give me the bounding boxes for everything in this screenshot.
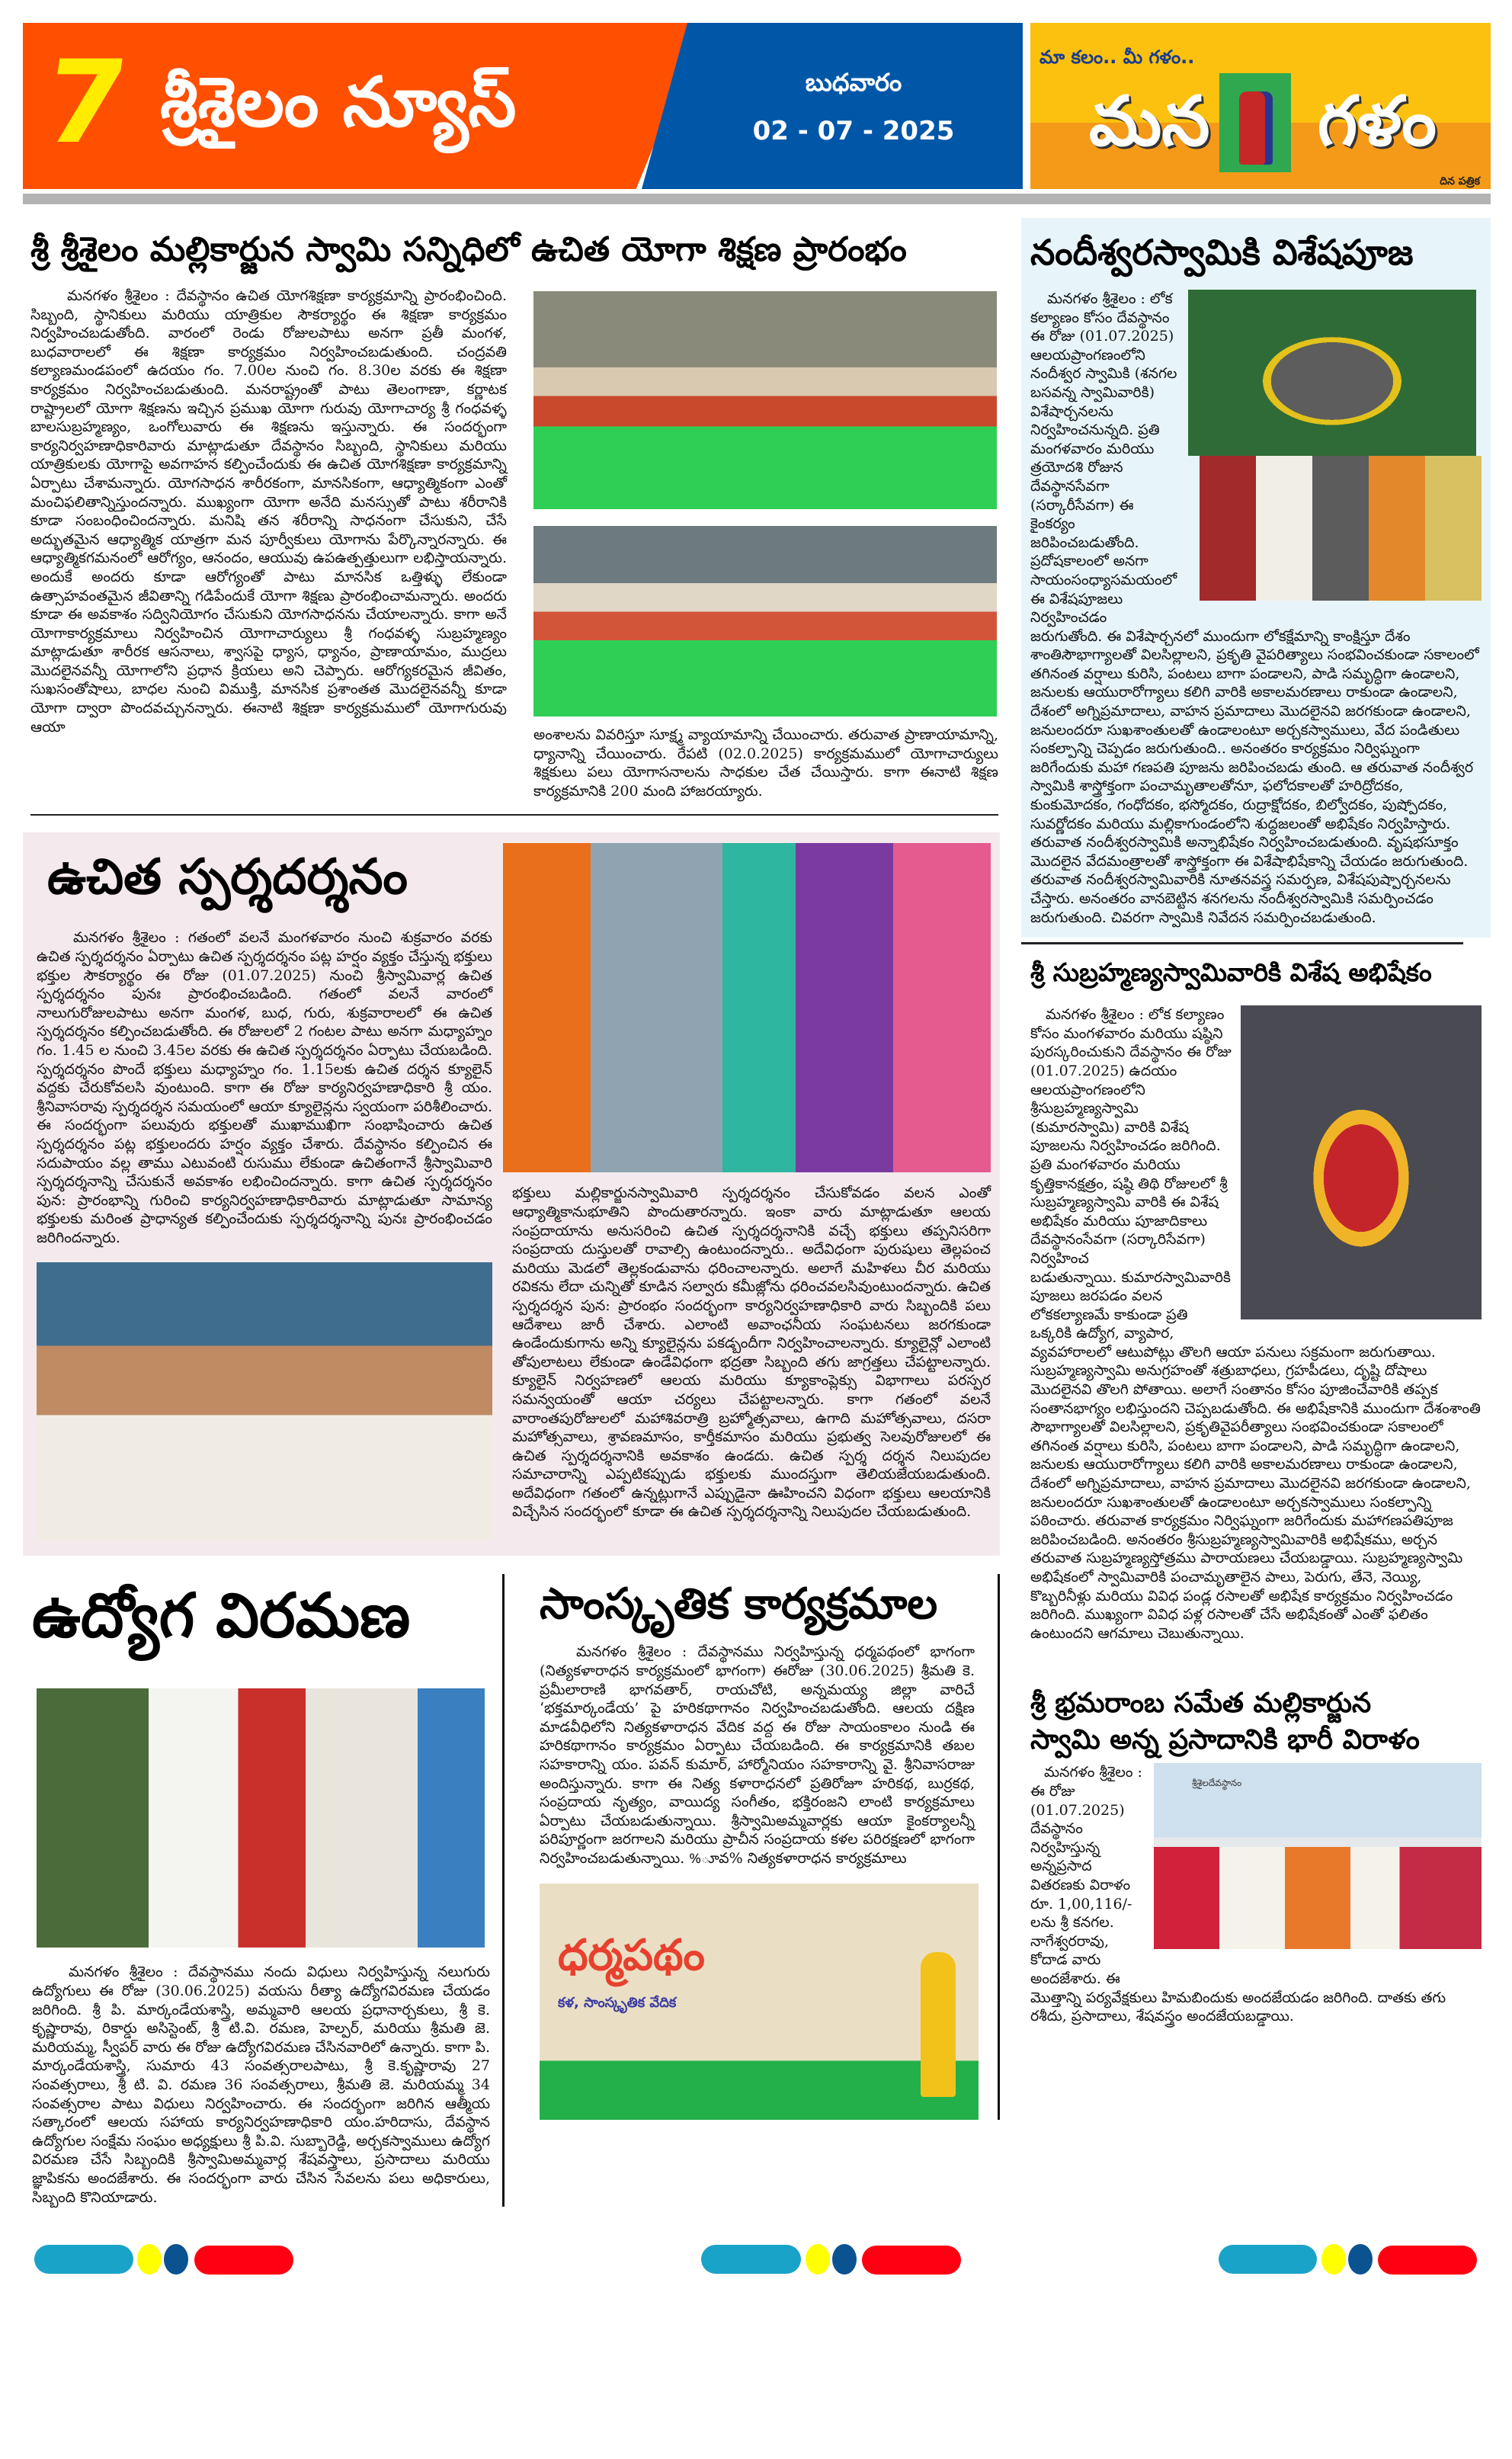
subrahmanya-body-wide: బడుతున్నాయి. కుమారస్వామివారికి పూజలు జరపడం వలన లోకకల్యాణమే కాకుండా ప్రతి ఒక్కరికి ఉద్యోగ, వ్యాపార, వ్యవహారాలలో ఆటుపోట్లు తొలగి ఆయా పనులు సక్రమంగా జరుగుతాయి. సుబ్రహ్మణ్యస్వామి అనుగ్రహంతో శత్రుబాధలు, గ్రహపీడలు, దృష్టి దోషాలు మొదలైనవి తొలగి పోతాయి. అలాగే సంతానం కోసం పూజించేవారికి తప్పక సంతానభాగ్యం లభిస్తుందని చెప్పబడుతోంది. ఈ అభిషేకానికి ముందుగా దేశంశాంతి సౌభాగ్యాలతో విలసిల్లాలని, ప్రకృతివైపరీత్యాలు సంభవించకుండా సకాలంలో తగినంత వర్షాలు కురిసి, పంటలు బాగా పండాలని, పాడి సమృద్ధిగా ఉండాలని, జనులకు ఆయురారోగ్యాలు కలిగి వారికి అకాలమరణాలు రాకుండా ఉండాలని, దేశంలో అగ్నిప్రమాదాలు, వాహన ప్రమాదాలు మొదలైనవి జరగకుండా ఉండాలని, జనులందరూ సుఖశాంతులతో ఉండాలంటూ అర్చకస్వాములు సంకల్పాన్ని పఠించారు. తరువాత కార్యక్రమం నిర్విఘ్నంగా జరిగేందుకు మహాగణపతిపూజ జరిపించబడింది. అనంతరం శ్రీసుబ్రహ్మణ్యస్వామివారికి అభిషేకము, అర్చన తరువాత సుబ్రహ్మణ్యస్తోత్రము పారాయణలు చేయబడ్డాయి. సుబ్రహ్మణ్యస్వామి అభిషేకంలో స్వామివారికి పంచామృతాలైన పాలు, పెరుగు, తేనె, నెయ్యి, కొబ్బరినీళ్లు మరియు వివిధ పండ్ల రసాలతో అభిషేక కార్యక్రమం నిర్వహించడం జరిగింది. ముఖ్యంగా వివిధ పళ్ల రసాలతో చేసే అభిషేకంతో ఎంతో ఫలితం ఉంటుందని ఆగమాలు చెబుతున్నాయి. (1030, 1268, 1481, 1642)
stage-banner-title: ధర్మపథం (558, 1930, 705, 1980)
harikatha-stage-photo (540, 1884, 979, 2120)
masthead (23, 23, 1491, 189)
annaprasadam-headline-line1: శ్రీ భ్రమరాంబ సమేత మల్లికార్జున (1030, 1688, 1372, 1720)
nandi-photos (1188, 290, 1482, 601)
singer-figure (921, 1952, 956, 2097)
red-pill (1378, 2246, 1477, 2275)
donor-group (1154, 1847, 1482, 1949)
logo-name: మన గళం (1089, 82, 1437, 162)
page-body (23, 218, 1491, 2298)
sparsha-section (23, 832, 1000, 1556)
retirement-article (23, 1574, 505, 2207)
sparsha-left-column (37, 843, 492, 1540)
sparsha-devotees-photo (503, 843, 991, 1172)
sparsha-body-right: భక్తులు మల్లికార్జునస్వామివారి స్పర్శదర్శనం చేసుకోవడం వలన ఎంతో ఆధ్యాత్మికానుభూతిని పొందుతారన్నారు. ఇంకా వారు మాట్లాడుతూ ఆలయ సంప్రదాయాను అనుసరించి ఉచిత స్పర్శదర్శనానికి వచ్చే భక్తులు తప్పనిసరిగా సంప్రదాయ దుస్తులతో రావాల్సి ఉంటుందన్నారు.. అదేవిధంగా పురుషులు తెల్లపంచ మరియు మెడలో తెల్లకండువాను ధరించాలన్నారు. అలాగే మహిళలు చీర మరియు రవికను లేదా చున్నితో కూడిన సల్వారు కమీజ్లోను ధరించవలసివుంటుందన్నారు. ఉచిత స్పర్శదర్శన పున: ప్రారంభం సందర్భంగా కార్యనిర్వహణాధికారి వారు సిబ్బందికి పలు ఆదేశాలు జారీ చేశారు. ఎలాంటి అవాంఛనీయ సంఘటనలు జరగకుండా ఉండేందుకుగాను అన్ని క్యూలైన్లను పకడ్బందీగా నిర్వహించాలన్నారు. క్యూలైన్లో ఎలాంటి తోపులాటలు లేకుండా ఉండేవిధంగా భద్రతా సిబ్బంది తగు జాగ్రత్తలు చేపట్టాలన్నారు. క్యూలైన్ నిర్వహణలో ఆలయ మరియు క్యూకాంప్లెక్సు విభాగాలు పరస్పర సమన్వయంతో ఆయా చర్యలు చేపట్టాలన్నారు. కాగా గతంలో వలనే వారాంతపురోజులలో మహాశివరాత్రి బ్రహ్మోత్సవాలు, ఉగాది మహోత్సవాలు, దసరా మహోత్సవాలు, శ్రావణమాసం, కార్తీకమాసం మరియు ప్రభుత్వ సెలవురోజులలో ఈ ఉచిత స్పర్శదర్శనానికి అవకాశం ఉండదు. ఉచిత స్పర్శ దర్శన నిలుపుదల సమాచారాన్ని ఎప్పటికప్పుడు భక్తులకు ముందస్తుగా తెలియజేయబడుతుంది. అదేవిధంగా గతంలో ఉన్నట్లుగానే ఎప్పుడైనా ఊహించని విధంగా భక్తులు ఆలయానికి విచ్చేసిన సందర్భంలో కూడా ఈ ఉచిత స్పర్శదర్శనాన్ని నిలుపుదల చేయబడుతుంది. (512, 1185, 991, 1521)
yoga-headline: శ్రీ శ్రీశైలం మల్లికార్జున స్వామి సన్నిధిలో ఉచిత యోగా శిక్షణ ప్రారంభం (30, 230, 907, 269)
sparsha-headline: ఉచిత స్పర్శదర్శనం (47, 849, 408, 906)
donor-photo (1154, 1763, 1482, 1949)
yoga-hall-photo-2 (533, 526, 997, 717)
sparsha-right-column (503, 843, 991, 1521)
cultural-headline: సాంస్కృతిక కార్యక్రమాల (540, 1579, 938, 1630)
right-column (1021, 218, 1491, 2037)
subrahmanya-headline: శ్రీ సుబ్రహ్మణ్యస్వామివారికి విశేష అభిషేకం (1030, 957, 1432, 988)
masthead-rule (23, 194, 1491, 204)
section-title: శ్రీశైలం న్యూస్ (160, 63, 517, 143)
nandi-puja-photo (1200, 456, 1482, 601)
annaprasadam-body-wide: మొత్తాన్ని పర్యవేక్షకులు హిమబిందుకు అందజేయడం జరిగింది. దాతకు తగు రశీదు, ప్రసాదాలు, శేషవస్త్రం అందజేయబడ్డాయి. (1030, 1989, 1446, 2025)
issue-date: 02 - 07 - 2025 (752, 116, 955, 146)
yoga-hall-photo-1 (533, 291, 997, 509)
page-number: 7 (36, 37, 135, 169)
blue-dot (164, 2244, 188, 2275)
yoga-body-right: అంశాలను వివరిస్తూ సూక్ష్మ వ్యాయామాన్ని చేయించారు. తరువాత ప్రాణాయామాన్ని, ధ్యానాన్ని చేయించారు. రేపటి (02.0.2025) కార్యక్రమములో యోగాచార్యులు శిక్షకులు పలు యోగాసనాలను సాధకుల చేత చేయిస్తారు. కాగా ఈనాటి శిక్షణ కార్యక్రమానికి 200 మంది హాజరయ్యారు. (533, 726, 998, 800)
retirement-felicitation-photo (37, 1688, 485, 1948)
date-panel (642, 23, 1023, 189)
nandi-body-narrow: మనగళం శ్రీశైలం : లోక కల్యాణం కోసం దేవస్థానం ఈ రోజు (01.07.2025) ఆలయప్రాంగణంలోని నందీశ్వర స్వామికి (శనగల బసవన్న స్వామివారికి) విశేషార్చనలను నిర్వహించనున్నది. ప్రతి మంగళవారం మరియు త్రయోదశి రోజున దేవస్థానసేవగా (సర్కారీసేవగా) ఈ కైంకర్యం జరిపించబడుతోంది. ప్రదోషకాలంలో అనగా సాయంసంధ్యాసమయంలో ఈ విశేషపూజలు నిర్వహించడం (1030, 290, 1177, 627)
footer (23, 2230, 1491, 2298)
subrahmanya-section (1021, 944, 1491, 1653)
nandi-headline: నందీశ్వరస్వామికి విశేషపూజ (1030, 232, 1414, 273)
blue-dot (832, 2244, 857, 2275)
section-divider (30, 814, 998, 816)
weekday: బుధవారం (805, 68, 902, 97)
logo-tagline: మా కలం.. మీ గళం.. (1040, 46, 1195, 68)
sparsha-body-left: మనగళం శ్రీశైలం : గతంలో వలనే మంగళవారం నుంచి శుక్రవారం వరకు ఉచిత స్పర్శదర్శనం ఏర్పాటు ఉచిత స్పర్శదర్శనం పట్ల హర్షం వ్యక్తం చేస్తున్న భక్తులు భక్తుల సౌకర్యార్థం ఈ రోజు (01.07.2025) నుంచి శ్రీస్వామివార్ల ఉచిత స్పర్శదర్శనం పునః ప్రారంభించబడింది. గతంలో వలనే వారంలో నాలుగురోజులపాటు అనగా మంగళ, బుధ, గురు, శుక్రవారాలలో ఈ ఉచిత స్పర్శదర్శనం కల్పించబడుతోంది. ఈ రోజులలో 2 గంటల పాటు అనగా మధ్యాహ్నం గం. 1.45 ల నుంచి 3.45ల వరకు ఈ ఉచిత స్పర్శదర్శనం ఏర్పాటు చేయబడింది. స్పర్శదర్శనం పొందే భక్తులు మధ్యాహ్నం గం. 1.15లకు ఉచిత దర్శన క్యూలైన్ వద్దకు చేరుకోవలసి వుంటుంది. కాగా ఈ రోజు కార్యనిర్వహణాధికారి శ్రీ యం. శ్రీనివాసరావు స్పర్శదర్శన సమయంలో ఆయా క్యూలైన్లను స్వయంగా పరిశీలించారు. ఈ సందర్భంగా పలువురు భక్తులతో ముఖాముఖిగా సంభాషించారు ఉచిత స్పర్శదర్శనం పట్ల భక్తులందరు హర్షం వ్యక్తం చేశారు. దేవస్థానం కల్పించిన ఈ సదుపాయం వల్ల తాము ఎటువంటి రుసుము లేకుండా ఉచితంగానే శ్రీస్వామివారి స్పర్శదర్శనాన్ని చేసుకునే అవకాశం లభించిందన్నారు. కాగా ఉచిత స్పర్శదర్శనం పున: ప్రారంభాన్ని గురించి కార్యనిర్వహణాధికారివారు మాట్లాడుతూ సామాన్య భక్తులకు మరింత ప్రాధాన్యత కల్పించేందుకు స్పర్శదర్శనాన్ని పునః ప్రారంభించడం జరిగిందన్నారు. (37, 929, 492, 1246)
stage-banner-subtitle: కళ, సాంస్కృతిక వేదిక (558, 1994, 677, 2011)
red-pill (862, 2246, 961, 2275)
left-column (23, 218, 1000, 2207)
logo (1030, 23, 1491, 189)
cultural-article (512, 1574, 1000, 2119)
annaprasadam-section (1021, 1676, 1491, 2036)
cultural-body: మనగళం శ్రీశైలం : దేవస్థానము నిర్వహిస్తున్న ధర్మపథంలో భాగంగా (నిత్యకళారాధన కార్యక్రమంలో భాగంగా) ఈరోజు (30.06.2025) శ్రీమతి కె. ప్రమీలారాణి భాగవతార్, రాయచోటి, అన్నమయ్య జిల్లా వారిచే ‘భక్తమార్కండేయ’ పై హరికథాగానం నిర్వహించబడుతోంది. ఆలయ దక్షిణ మాడవీధిలోని నిత్యకళారాధన వేదిక వద్ద ఈ రోజు సాయంకాలం నుండి ఈ హరికథాగానం కార్యక్రమం ఏర్పాటు చేయబడింది. ఈ కార్యక్రమానికి తబల సహకారాన్ని యం. పవన్ కుమార్, హార్మోనియం సహకారాన్ని వై. శ్రీనివాసరాజు అందిస్తున్నారు. కాగా ఈ నిత్య కళారాధనలో ప్రతిరోజూ హరికథ, బుర్రకథ, సంప్రదాయ నృత్యం, వాయిద్య సంగీతం, భక్తిరంజని లాంటి కార్యక్రమాలు ఏర్పాటు చేయబడుతున్నాయి. శ్రీస్వామిఅమ్మవార్లకు ఆయా కైంకర్యాలన్నీ పరిపూర్ణంగా జరగాలని మరియు ప్రాచీన సంప్రదాయ కళల పరిరక్షణలో భాగంగా నిర్వహించబడుతున్నాయి. %ూవ% నిత్యకళారాధన కార్యక్రమాలు (540, 1643, 975, 1867)
bottom-row (23, 1574, 1000, 2207)
yellow-dot (1321, 2244, 1346, 2275)
cyan-pill (34, 2245, 133, 2274)
subrahmanya-body-narrow: మనగళం శ్రీశైలం : లోక కల్యాణం కోసం మంగళవారం మరియు షష్ఠిని పురస్కరించుకుని దేవస్థానం ఈ రోజు (01.07.2025) ఉదయం ఆలయప్రాంగణంలోని శ్రీసుబ్రహ్మణ్యస్వామి (కుమారస్వామి) వారికి విశేష పూజలను నిర్వహించడం జరిగింది. ప్రతి మంగళవారం మరియు కృత్తికానక్షత్రం, షష్ఠి తిథి రోజులలో శ్రీ సుబ్రహ్మణ్యస్వామి వారికి ఈ విశేష అభిషేకం మరియు పూజాదికాలు దేవస్థానంసేవగా (సర్కారిసేవగా) నిర్వహించ (1030, 1006, 1232, 1267)
blue-dot (1348, 2244, 1373, 2275)
annaprasadam-headline-line2: స్వామి అన్న ప్రసాదానికి భారీ విరాళం (1030, 1724, 1420, 1756)
yoga-body-left: మనగళం శ్రీశైలం : దేవస్థానం ఉచిత యోగశిక్షణా కార్యక్రమాన్ని ప్రారంభించింది. సిబ్బంది, స్థానికులు మరియు యాత్రికుల సౌకర్యార్థం ఈ శిక్షణా కార్యక్రమం నిర్వహించబడుతోంది. వారంలో రెండు రోజులపాటు అనగా ప్రతీ మంగళ, బుధవారాలలో ఈ శిక్షణా కార్యక్రమం నిర్వహించబడుతుంది. చంద్రవతి కల్యాణమండపంలో ఉదయం గం. 7.00ల నుంచి గం. 8.30ల వరకు ఈ శిక్షణా కార్యక్రమం నిర్వహించబడుతుంది. మనరాష్ట్రంతో పాటు తెలంగాణా, కర్ణాటక రాష్ట్రాలలో యోగా శిక్షణను ఇచ్చిన ప్రముఖ యోగా గురువు యోగాచార్య శ్రీ గంధవళ్ళ బాలసుబ్రహ్మణ్యం, ఒంగోలువారు ఈ శిక్షణను ఇస్తున్నారు. ఈ సందర్భంగా కార్యనిర్వహణాధికారివారు మాట్లాడుతూ దేవస్థానం సిబ్బంది, స్థానికులు మరియు యాత్రికులకు యోగాపై అవగాహన కల్పించేందుకు ఈ ఉచిత యోగశిక్షణా కార్యక్రమాన్ని ఏర్పాటు చేశామన్నారు. యోగసాధన శారీరకంగా, మానసికంగా, ఆధ్యాత్మికంగా ఎంతో మంచిఫలితాన్నిస్తుందన్నారు. ముఖ్యంగా యోగా అనేది మనస్సుతో పాటు శరీరానికి కూడా సంబంధించిందన్నారు. మనిషి తన శరీరాన్ని సాధనంగా చేసుకుని, చేసే అద్భుతమైన ఆధ్యాత్మిక యాత్రగా మన పూర్వీకులు యోగాను పేర్కొన్నారన్నారు. ఈ ఆధ్యాత్మికగమనంలో ఆరోగ్యం, ఆనందం, ఆయువు ఉపఉత్పత్తులుగా లభిస్తాయన్నారు. అందుకే అందరు కూడా ఆరోగ్యంతో పాటు మానసిక ఒత్తిళ్ళు లేకుండా ఉత్సాహవంతమైన జీవితాన్ని గడిపేందుకే యోగా శిక్షణు ప్రారంభించామన్నారు. అందరు కూడా ఈ అవకాశం సద్వినియోగం చేసుకుని యోగసాధనను చేయాలన్నారు. కాగా అనే యోగాకార్యక్రమాలు నిర్వహించిన యోగాచార్యులు శ్రీ గంధవళ్ళ సుబ్రహ్మణ్యం మాట్లాడుతూ శారీరక ఆసనాలు, శ్వాసపై ధ్యాస, ధ్యానం, ప్రాణాయామం, ముద్రలు మొదలైనవన్నీ యోగాలోని ప్రధాన క్రియలు అని చెప్పారు. ఆరోగ్యకరమైన జీవితం, సుఖసంతోషాలు, బాధల నుంచి విముక్తి, మానసిక ప్రశాంతత మొదలైనవన్నీ కూడా యోగా ద్వారా పొందవచ్చునన్నారు. ఈనాటి శిక్షణా కార్యక్రమములో యోగాగురువు ఆయా (30, 287, 507, 736)
nandi-body-wide: జరుగుతోంది. ఈ విశేషార్చనలో ముందుగా లోకక్షేమాన్ని కాంక్షిస్తూ దేశం శాంతిసౌభాగ్యాలతో విలసిల్లాలని, ప్రకృతి వైపరిత్యాలు సంభవించకుండా సకాలంలో తగినంత వర్షాలు కురిసి, పంటలు బాగా పండాలని, పాడి సమృద్ధిగా ఉండాలని, జనులకు ఆయురారోగ్యాలు కలిగి వారికి అకాలమరణాలు రాకుండా ఉండాలని, దేశంలో అగ్నిప్రమాదాలు, వాహన ప్రమాదాలు మొదలైనవి జరగకుండా ఉండాలని, జనులందరూ సుఖశాంతులతో ఉండాలంటూ అర్చకస్వాములు, వేద పండితులు సంకల్పాన్ని చెప్పడం జరుగుతుంది.. అనంతరం కార్యక్రమం నిర్విఘ్నంగా జరిగేందుకు మహా గణపతి పూజను జరిపించబడు తుంది. ఆ తరువాత నందీశ్వర స్వామికి శాస్త్రోక్తంగా పంచామృతాలతోనూ, ఫలోదకాలతో హరిద్రోదకం, కుంకుమోదకం, గంధోదకం, భస్మోదకం, రుద్రాక్షోదకం, బిల్వోదకం, పుష్పోదకం, సువర్ణోదకం మరియు మల్లికాగుండంలోని శుద్ధజలంతో అభిషేకం నిర్వహిస్తారు. తరువాత నందీశ్వరస్వామికి అన్నాభిషేకం నిర్వహించబడుతుంది. వృషభసూక్తం మొదలైన వేదమంత్రాలతో శాస్త్రోక్తంగా ఈ విశేషాభిషేకాన్ని చేయడం జరుగుతుంది. తరువాత నందీశ్వరస్వామివారికి నూతనవస్త్ర సమర్పణ, విశేషపుష్పార్చనలను చేస్తారు. అనంతరం వానబెట్టిన శనగలను నందీశ్వరస్వామికి సమర్పించడం జరుగుతుంది. చివరగా స్వామికి నివేదన సమర్పించబడుతుంది. (1030, 627, 1479, 926)
nandi-section (1021, 218, 1491, 938)
nandi-idol-photo (1188, 290, 1476, 456)
red-pill (194, 2246, 293, 2275)
yellow-dot (137, 2244, 162, 2275)
yoga-right-column (533, 287, 998, 800)
annaprasadam-body-narrow: మనగళం శ్రీశైలం : ఈ రోజు (01.07.2025) దేవస్థానం నిర్వహిస్తున్న అన్నప్రసాద వితరణకు విరాళం రూ. 1,00,116/- లను శ్రీ కనగల. నాగేశ్వరరావు, కోదాడ వారు అందజేశారు. ఈ (1030, 1764, 1142, 1987)
retirement-headline: ఉద్యోగ విరమణ (32, 1580, 411, 1652)
yellow-dot (806, 2244, 830, 2275)
subrahmanya-idol-photo (1241, 1005, 1482, 1319)
photo-banner-text: శ్రీశైలదేవస్థానం (1192, 1778, 1242, 1789)
logo-subtitle: దిన పత్రిక (1440, 175, 1480, 188)
yoga-article (23, 227, 1000, 800)
cyan-pill (1219, 2245, 1317, 2274)
retirement-body: మనగళం శ్రీశైలం : దేవస్థానము నందు విధులు నిర్వహిస్తున్న నలుగురు ఉద్యోగులు ఈ రోజు (30.06.2025) వయసు రీత్యా ఉద్యోగవిరమణ చేయడం జరిగింది. శ్రీ పి. మార్కండేయశాస్త్రి, అమ్మవారి ఆలయ ప్రధానార్చకులు, శ్రీ కె. కృష్ణారావు, రికార్డు అసిస్టెంట్, శ్రీ టి.వి. రమణ, హెల్పర్, మరియు శ్రీమతి జె. మరియమ్మ, స్వీపర్ వారు ఈ రోజు ఉద్యోగవిరమణ చేసినవారిలో ఉన్నారు. కాగా పి. మార్కండేయశాస్త్రి, సుమారు 43 సంవత్సరాలపాటు, శ్రీ కె.కృష్ణారావు 27 సంవత్సరాలు, శ్రీ టి. వి. రమణ 36 సంవత్సరాలు, శ్రీమతి జె. మరియమ్మ 34 సంవత్సరాల పాటు విధులు నిర్వహించారు. ఈ సందర్భంగా జరిగిన ఆత్మీయ సత్కారంలో ఆలయ సహాయ కార్యనిర్వహణాధికారి యం.హరిదాసు, దేవస్థాన ఉద్యోగుల సంక్షేమ సంఘం అధ్యక్షులు శ్రీ పి.వి. సుబ్బారెడ్డి, అర్చకస్వాములు ఉద్యోగ విరమణ చేసే సిబ్బందికి శ్రీస్వామిఅమ్మవార్ల శేషవస్త్రాలు, ప్రసాదాలు మరియు జ్ఞాపికను అందజేశారు. ఈ సందర్భంగా వారు చేసిన సేవలను పలు అధికారులు, సిబ్బంది కొనియాడారు. (32, 1964, 490, 2206)
cyan-pill (701, 2245, 801, 2274)
sparsha-queue-photo (37, 1262, 492, 1540)
